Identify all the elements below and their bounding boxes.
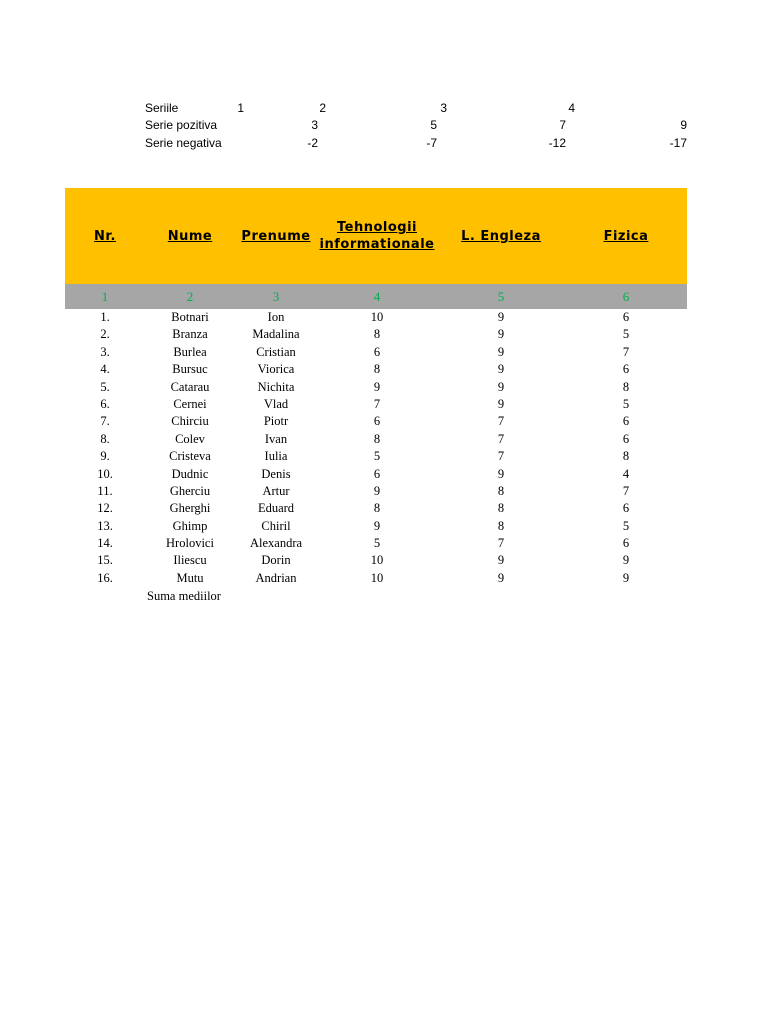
cell-tehnologii: 8	[373, 431, 381, 446]
table-row	[65, 570, 687, 587]
series-value: -17	[669, 136, 687, 150]
cell-nr: 3.	[100, 344, 110, 359]
column-number: 3	[272, 289, 280, 304]
header-nr: Nr.	[94, 228, 116, 244]
cell-nume: Hrolovici	[166, 536, 214, 551]
table-row	[65, 431, 687, 448]
series-row-label: Serie negativa	[145, 136, 222, 150]
cell-engleza: 9	[497, 379, 505, 394]
cell-engleza: 9	[497, 327, 505, 342]
cell-fizica: 6	[622, 362, 630, 377]
cell-prenume: Piotr	[263, 414, 289, 429]
table-row	[65, 483, 687, 500]
header-nume: Nume	[167, 228, 213, 244]
table-row	[65, 361, 687, 378]
cell-prenume: Madalina	[252, 327, 300, 342]
cell-nr: 9.	[100, 449, 110, 464]
cell-engleza: 7	[497, 414, 505, 429]
cell-nr: 16.	[97, 570, 113, 585]
cell-tehnologii: 6	[373, 344, 381, 359]
cell-prenume: Viorica	[257, 362, 295, 377]
cell-tehnologii: 6	[373, 414, 381, 429]
cell-prenume: Dorin	[261, 553, 291, 568]
cell-tehnologii: 9	[373, 483, 381, 498]
cell-fizica: 6	[622, 310, 630, 324]
cell-nume: Chirciu	[171, 414, 209, 429]
cell-nume: Iliescu	[173, 553, 207, 568]
cell-nume: Gherghi	[169, 501, 211, 516]
cell-nr: 10.	[97, 466, 113, 481]
cell-nume: Catarau	[170, 379, 210, 394]
cell-prenume: Denis	[261, 466, 291, 481]
table-body	[65, 309, 687, 587]
series-value: 9	[680, 118, 687, 132]
cell-nr: 6.	[100, 396, 110, 411]
cell-tehnologii: 8	[373, 327, 381, 342]
cell-engleza: 7	[497, 431, 505, 446]
footer-label: Suma mediilor	[147, 589, 221, 604]
cell-prenume: Iulia	[264, 449, 288, 464]
cell-engleza: 8	[497, 518, 505, 533]
cell-nume: Cristeva	[169, 449, 211, 464]
table-header	[65, 188, 687, 284]
header-tehnologii: Tehnologii informationale	[319, 220, 435, 252]
table-row	[65, 535, 687, 552]
column-number: 1	[101, 289, 109, 304]
cell-nr: 13.	[97, 518, 113, 533]
cell-nume: Dudnic	[171, 466, 209, 481]
cell-nr: 14.	[97, 536, 113, 551]
cell-engleza: 9	[497, 570, 505, 585]
table-row	[65, 396, 687, 413]
series-value: -7	[426, 136, 437, 150]
grades-table	[65, 188, 687, 605]
cell-nr: 5.	[100, 379, 110, 394]
cell-fizica: 5	[622, 518, 630, 533]
cell-engleza: 9	[497, 396, 505, 411]
cell-engleza: 7	[497, 536, 505, 551]
column-number: 2	[186, 289, 194, 304]
cell-nume: Mutu	[176, 570, 204, 585]
cell-fizica: 6	[622, 431, 630, 446]
cell-prenume: Eduard	[257, 501, 295, 516]
cell-nr: 12.	[97, 501, 113, 516]
table-row	[65, 344, 687, 361]
cell-tehnologii: 8	[373, 501, 381, 516]
cell-tehnologii: 9	[373, 518, 381, 533]
series-value: -2	[307, 136, 318, 150]
series-value: 7	[559, 118, 566, 132]
cell-prenume: Artur	[262, 483, 290, 498]
cell-prenume: Vlad	[263, 396, 289, 411]
cell-prenume: Cristian	[256, 344, 296, 359]
cell-fizica: 6	[622, 536, 630, 551]
cell-tehnologii: 7	[373, 396, 381, 411]
cell-engleza: 9	[497, 362, 505, 377]
series-value: 2	[319, 101, 326, 115]
cell-tehnologii: 10	[370, 553, 384, 568]
column-number-row	[65, 284, 687, 309]
cell-nume: Burlea	[173, 344, 207, 359]
cell-nume: Cernei	[173, 396, 207, 411]
table-row	[65, 379, 687, 396]
cell-prenume: Nichita	[257, 379, 295, 394]
cell-nr: 4.	[100, 362, 110, 377]
cell-tehnologii: 5	[373, 449, 381, 464]
series-row-label: Seriile	[145, 101, 179, 115]
cell-engleza: 8	[497, 501, 505, 516]
table-row	[65, 309, 687, 326]
table-row	[65, 500, 687, 517]
cell-nr: 2.	[100, 327, 110, 342]
column-number: 6	[622, 289, 630, 304]
cell-engleza: 9	[497, 553, 505, 568]
cell-tehnologii: 5	[373, 536, 381, 551]
cell-tehnologii: 6	[373, 466, 381, 481]
cell-fizica: 7	[622, 344, 630, 359]
cell-nume: Botnari	[171, 310, 209, 324]
cell-fizica: 7	[622, 483, 630, 498]
cell-fizica: 9	[622, 553, 630, 568]
cell-prenume: Chiril	[261, 518, 291, 533]
cell-nr: 15.	[97, 553, 113, 568]
cell-prenume: Ion	[267, 310, 285, 324]
cell-nume: Branza	[172, 327, 208, 342]
cell-fizica: 8	[622, 379, 630, 394]
cell-fizica: 5	[622, 327, 630, 342]
series-value: 1	[237, 101, 244, 115]
column-number: 5	[497, 289, 505, 304]
cell-nume: Bursuc	[172, 362, 208, 377]
series-value: 4	[568, 101, 575, 115]
series-value: 3	[311, 118, 318, 132]
series-block	[0, 0, 768, 160]
cell-fizica: 6	[622, 414, 630, 429]
table-row	[65, 552, 687, 569]
cell-fizica: 9	[622, 570, 630, 585]
cell-tehnologii: 8	[373, 362, 381, 377]
cell-fizica: 6	[622, 501, 630, 516]
table-row	[65, 413, 687, 430]
cell-fizica: 4	[622, 466, 630, 481]
cell-engleza: 9	[497, 344, 505, 359]
cell-nume: Gherciu	[169, 483, 211, 498]
cell-fizica: 5	[622, 396, 630, 411]
cell-engleza: 7	[497, 449, 505, 464]
series-value: 3	[440, 101, 447, 115]
cell-engleza: 8	[497, 483, 505, 498]
cell-tehnologii: 10	[370, 570, 384, 585]
header-fizica: Fizica	[603, 228, 649, 244]
cell-tehnologii: 10	[370, 310, 384, 324]
header-engleza: L. Engleza	[461, 228, 541, 244]
header-prenume: Prenume	[241, 228, 311, 244]
cell-nr: 7.	[100, 414, 110, 429]
cell-nume: Colev	[175, 431, 205, 446]
table-row	[65, 326, 687, 343]
table-footer	[65, 587, 687, 605]
cell-prenume: Alexandra	[249, 536, 303, 551]
cell-fizica: 8	[622, 449, 630, 464]
table-row	[65, 466, 687, 483]
cell-engleza: 9	[497, 466, 505, 481]
cell-tehnologii: 9	[373, 379, 381, 394]
cell-nr: 8.	[100, 431, 110, 446]
cell-nr: 1.	[100, 310, 110, 324]
cell-prenume: Andrian	[255, 570, 297, 585]
table-row	[65, 518, 687, 535]
cell-nume: Ghimp	[172, 518, 208, 533]
cell-nr: 11.	[97, 483, 113, 498]
column-number: 4	[373, 289, 381, 304]
series-row-label: Serie pozitiva	[145, 118, 218, 132]
cell-engleza: 9	[497, 310, 505, 324]
series-value: 5	[430, 118, 437, 132]
cell-prenume: Ivan	[264, 431, 288, 446]
series-value: -12	[548, 136, 566, 150]
table-row	[65, 448, 687, 465]
